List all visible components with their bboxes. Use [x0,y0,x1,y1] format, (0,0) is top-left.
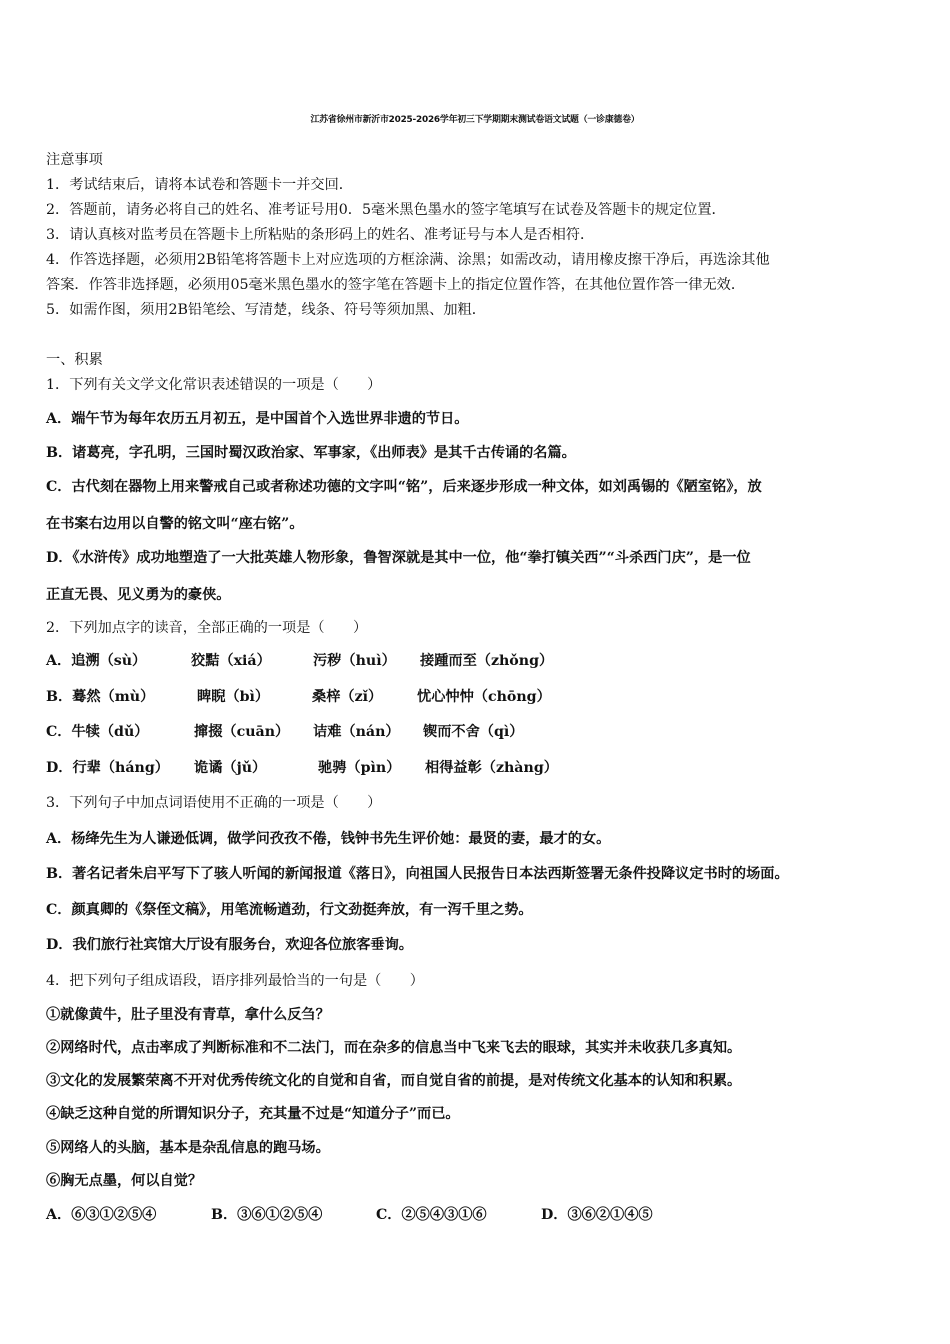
q4-stem: 4．把下列句子组成语段，语序排列最恰当的一句是（ ） [46,973,424,989]
q2-d-word-1: D．行辈（háng） [46,760,169,776]
q3-option-c: C．颜真卿的《祭侄文稿》，用笔流畅遒劲，行文劲挺奔放，有一泻千里之势。 [46,902,533,918]
q1-option-c-cont: 在书案右边用以自警的铭文叫“座右铭”。 [46,516,304,532]
notice-item-1: 1．考试结束后，请将本试卷和答题卡一并交回． [46,177,353,193]
q4-option-c: C．②⑤④③①⑥ [376,1207,487,1223]
q1-option-d: D．《水浒传》成功地塑造了一大批英雄人物形象，鲁智深就是其中一位，他“拳打镇关西”“斗杀西门庆”，是一位 [46,550,751,566]
q4-option-b: B．③⑥①②⑤④ [211,1207,323,1223]
q4-sentence-2: ②网络时代，点击率成了判断标准和不二法门，而在杂多的信息当中飞来飞去的眼球，其实并未收获几多真知。 [46,1040,742,1056]
q2-a-word-3: 污秽（huì） [313,653,396,669]
q4-option-a: A．⑥③①②⑤④ [46,1207,157,1223]
q4-sentence-3: ③文化的发展繁荣离不开对优秀传统文化的自觉和自省，而自觉自省的前提，是对传统文化基本的认知和积累。 [46,1073,742,1089]
q2-d-word-2: 诡谲（jǔ） [194,760,267,776]
q3-option-d: D．我们旅行社宾馆大厅设有服务台，欢迎各位旅客垂询。 [46,937,413,953]
notice-heading: 注意事项 [46,152,103,168]
q3-stem: 3．下列句子中加点词语使用不正确的一项是（ ） [46,795,382,811]
q4-sentence-4: ④缺乏这种自觉的所谓知识分子，充其量不过是“知道分子”而已。 [46,1106,460,1122]
q2-option-a [46,651,553,671]
q2-d-word-3: 驰骋（pìn） [318,760,401,776]
notice-item-3: 3．请认真核对监考员在答题卡上所粘贴的条形码上的姓名、准考证号与本人是否相符． [46,227,595,243]
q2-c-word-3: 诘难（nán） [313,724,400,740]
q4-sentence-6: ⑥胸无点墨，何以自觉？ [46,1173,203,1189]
section-heading: 一、积累 [46,352,103,368]
q2-option-d [46,758,558,778]
q2-b-word-2: 睥睨（bì） [197,689,270,705]
q4-options [46,1205,653,1225]
q1-stem: 1．下列有关文学文化常识表述错误的一项是（ ） [46,377,382,393]
q3-option-b: B．著名记者朱启平写下了骇人听闻的新闻报道《落日》，向祖国人民报告日本法西斯签署无条件投降议定书时的场面。 [46,866,789,882]
q1-option-d-cont: 正直无畏、见义勇为的豪侠。 [46,587,231,603]
q3-option-a: A．杨绛先生为人谦逊低调，做学问孜孜不倦，钱钟书先生评价她：最贤的妻，最才的女。 [46,831,611,847]
q1-option-b: B．诸葛亮，字孔明，三国时蜀汉政治家、军事家，《出师表》是其千古传诵的名篇。 [46,445,576,461]
q2-a-word-1: A．追溯（sù） [46,653,147,669]
q2-b-word-1: B．蓦然（mù） [46,689,155,705]
notice-item-5: 5．如需作图，须用2B铅笔绘、写清楚，线条、符号等须加黑、加粗． [46,302,486,318]
q2-c-word-2: 撺掇（cuān） [194,724,290,740]
q1-option-c: C．古代刻在器物上用来警戒自己或者称述功德的文字叫“铭”，后来逐步形成一种文体，如刘禹锡的《陋室铭》，放 [46,479,762,495]
exam-title: 江苏省徐州市新沂市2025-2026学年初三下学期期末测试卷语文试题（一诊康德卷） [310,115,640,125]
q2-stem: 2．下列加点字的读音，全部正确的一项是（ ） [46,620,368,636]
q2-c-word-4: 锲而不舍（qì） [423,724,524,740]
q2-c-word-1: C．牛犊（dǔ） [46,724,149,740]
q2-b-word-4: 忧心忡忡（chōng） [417,689,551,705]
q2-option-b [46,687,551,707]
q2-option-c [46,722,523,742]
q4-sentence-1: ①就像黄牛，肚子里没有青草，拿什么反刍？ [46,1007,330,1023]
notice-item-4-cont: 答案．作答非选择题，必须用05毫米黑色墨水的签字笔在答题卡上的指定位置作答，在其他位置作答一律无效． [46,277,746,293]
q2-b-word-3: 桑梓（zǐ） [312,689,383,705]
notice-item-4: 4．作答选择题，必须用2B铅笔将答题卡上对应选项的方框涂满、涂黑；如需改动，请用橡皮擦干净后，再选涂其他 [46,252,770,268]
notice-item-2: 2．答题前，请务必将自己的姓名、准考证号用0．5毫米黑色墨水的签字笔填写在试卷及答题卡的规定位置． [46,202,726,218]
q2-d-word-4: 相得益彰（zhàng） [425,760,558,776]
q4-sentence-5: ⑤网络人的头脑，基本是杂乱信息的跑马场。 [46,1140,330,1156]
q2-a-word-2: 狡黠（xiá） [191,653,271,669]
q4-option-d: D．③⑥②①④⑤ [541,1207,653,1223]
q2-a-word-4: 接踵而至（zhǒng） [420,653,554,669]
q1-option-a: A．端午节为每年农历五月初五，是中国首个入选世界非遗的节日。 [46,411,469,427]
